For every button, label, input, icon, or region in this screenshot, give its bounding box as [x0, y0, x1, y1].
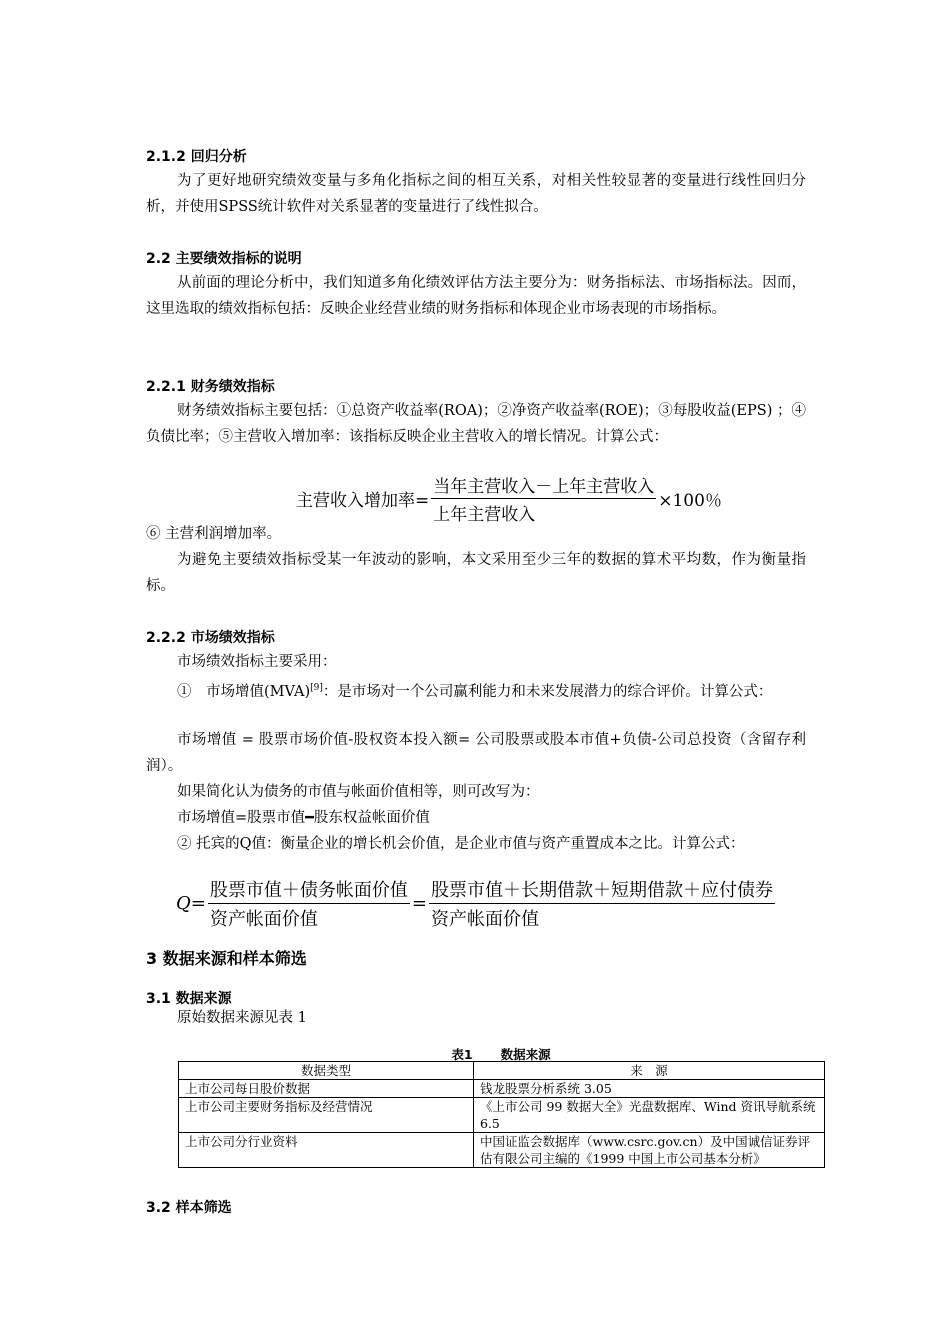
mva-item-rest: ：是市场对一个公司赢利能力和未来发展潜力的综合评价。计算公式：: [322, 683, 773, 700]
q-fraction-1: [208, 876, 410, 931]
table-row: [179, 1080, 825, 1098]
section-3-1-paragraph: 原始数据来源见表 1: [177, 1010, 307, 1026]
section-3-1-title: 3.1 数据来源: [146, 991, 232, 1007]
q-numerator-2: 股票市值＋长期借款＋短期借款＋应付债券: [429, 876, 775, 904]
equals-1: =: [190, 893, 206, 914]
section-2-1-2-paragraph: 为了更好地研究绩效变量与多角化指标之间的相互关系，对相关性较显著的变量进行线性回归分析，并使用SPSS统计软件对关系显著的变量进行了线性拟合。: [146, 173, 806, 215]
table-cell: 上市公司主要财务指标及经营情况: [179, 1098, 474, 1133]
equals-2: =: [411, 893, 427, 914]
table-label: 表1: [451, 1047, 473, 1062]
mva-item-label: ① 市场增值(MVA): [177, 683, 311, 700]
section-2-2-title: 2.2 主要绩效指标的说明: [146, 251, 302, 267]
growth-rate-formula: [296, 472, 722, 525]
section-2-2-1-paragraph-2: 为避免主要绩效指标受某一年波动的影响，本文采用至少三年的数据的算术平均数，作为衡量指标。: [146, 552, 806, 594]
formula-fraction: [431, 472, 656, 525]
section-2-1-2-title: 2.1.2 回归分析: [146, 149, 247, 165]
table-title: 数据来源: [500, 1047, 551, 1062]
formula-lhs: 主营收入增加率=: [296, 491, 430, 511]
tobin-q-formula: [176, 876, 777, 931]
table-row: [179, 1133, 825, 1168]
q-denominator-1: 资产帐面价值: [209, 909, 318, 930]
section-2-2-1-title: 2.2.1 财务绩效指标: [146, 379, 275, 395]
formula-numerator: 当年主营收入－上年主营收入: [431, 472, 656, 499]
mva-citation: [9]: [310, 683, 323, 693]
q-fraction-2: [429, 876, 775, 931]
market-intro: 市场绩效指标主要采用：: [177, 654, 337, 670]
table-header-source: 来 源: [474, 1062, 825, 1080]
table-cell: 《上市公司 99 数据大全》光盘数据库、Wind 资讯导航系统 6.5: [474, 1098, 825, 1133]
q-numerator-1: 股票市值＋债务帐面价值: [208, 876, 410, 904]
data-source-table: [178, 1061, 825, 1168]
table-cell: 中国证监会数据库（www.csrc.gov.cn）及中国诚信证券评估有限公司主编的《1999 中国上市公司基本分析》: [474, 1133, 825, 1168]
mva-formula-text: 市场增值 = 股票市场价值-股权资本投入额= 公司股票或股本市值+负债-公司总投资（含留存利润）。: [146, 732, 806, 774]
section-2-2-1-paragraph: 财务绩效指标主要包括：①总资产收益率(ROA)；②净资产收益率(ROE)；③每股收益(EPS) ；④负债比率；⑤主营收入增加率：该指标反映企业主营收入的增长情况。计算公式：: [146, 403, 806, 445]
section-2-2-2-title: 2.2.2 市场绩效指标: [146, 630, 275, 646]
table-row: [179, 1098, 825, 1133]
table-header-type: 数据类型: [179, 1062, 474, 1080]
table-cell: 上市公司分行业资料: [179, 1133, 474, 1168]
section-2-2-paragraph: 从前面的理论分析中，我们知道多角化绩效评估方法主要分为：财务指标法、市场指标法。因而，这里选取的绩效指标包括：反映企业经营业绩的财务指标和体现企业市场表现的市场指标。: [146, 275, 806, 317]
mva-item: [146, 675, 806, 705]
table-cell: 钱龙股票分析系统 3.05: [474, 1080, 825, 1098]
q-denominator-2: 资产帐面价值: [430, 909, 539, 930]
formula-denominator: 上年主营收入: [433, 505, 536, 525]
item-6: ⑥ 主营利润增加率。: [146, 526, 282, 542]
tobin-q-item: ② 托宾的Q值：衡量企业的增长机会价值，是企业市值与资产重置成本之比。计算公式：: [177, 836, 745, 852]
simplify-note: 如果简化认为债务的市值与帐面价值相等，则可改写为：: [177, 784, 540, 800]
mva-simple: 市场增值=股票市值━股东权益帐面价值: [177, 810, 430, 826]
q-symbol: Q: [176, 893, 191, 914]
table-header-row: [179, 1062, 825, 1080]
section-3-2-title: 3.2 样本筛选: [146, 1200, 232, 1216]
table-cell: 上市公司每日股价数据: [179, 1080, 474, 1098]
formula-tail: ×100％: [658, 491, 722, 511]
section-3-title: 3 数据来源和样本筛选: [146, 949, 307, 968]
